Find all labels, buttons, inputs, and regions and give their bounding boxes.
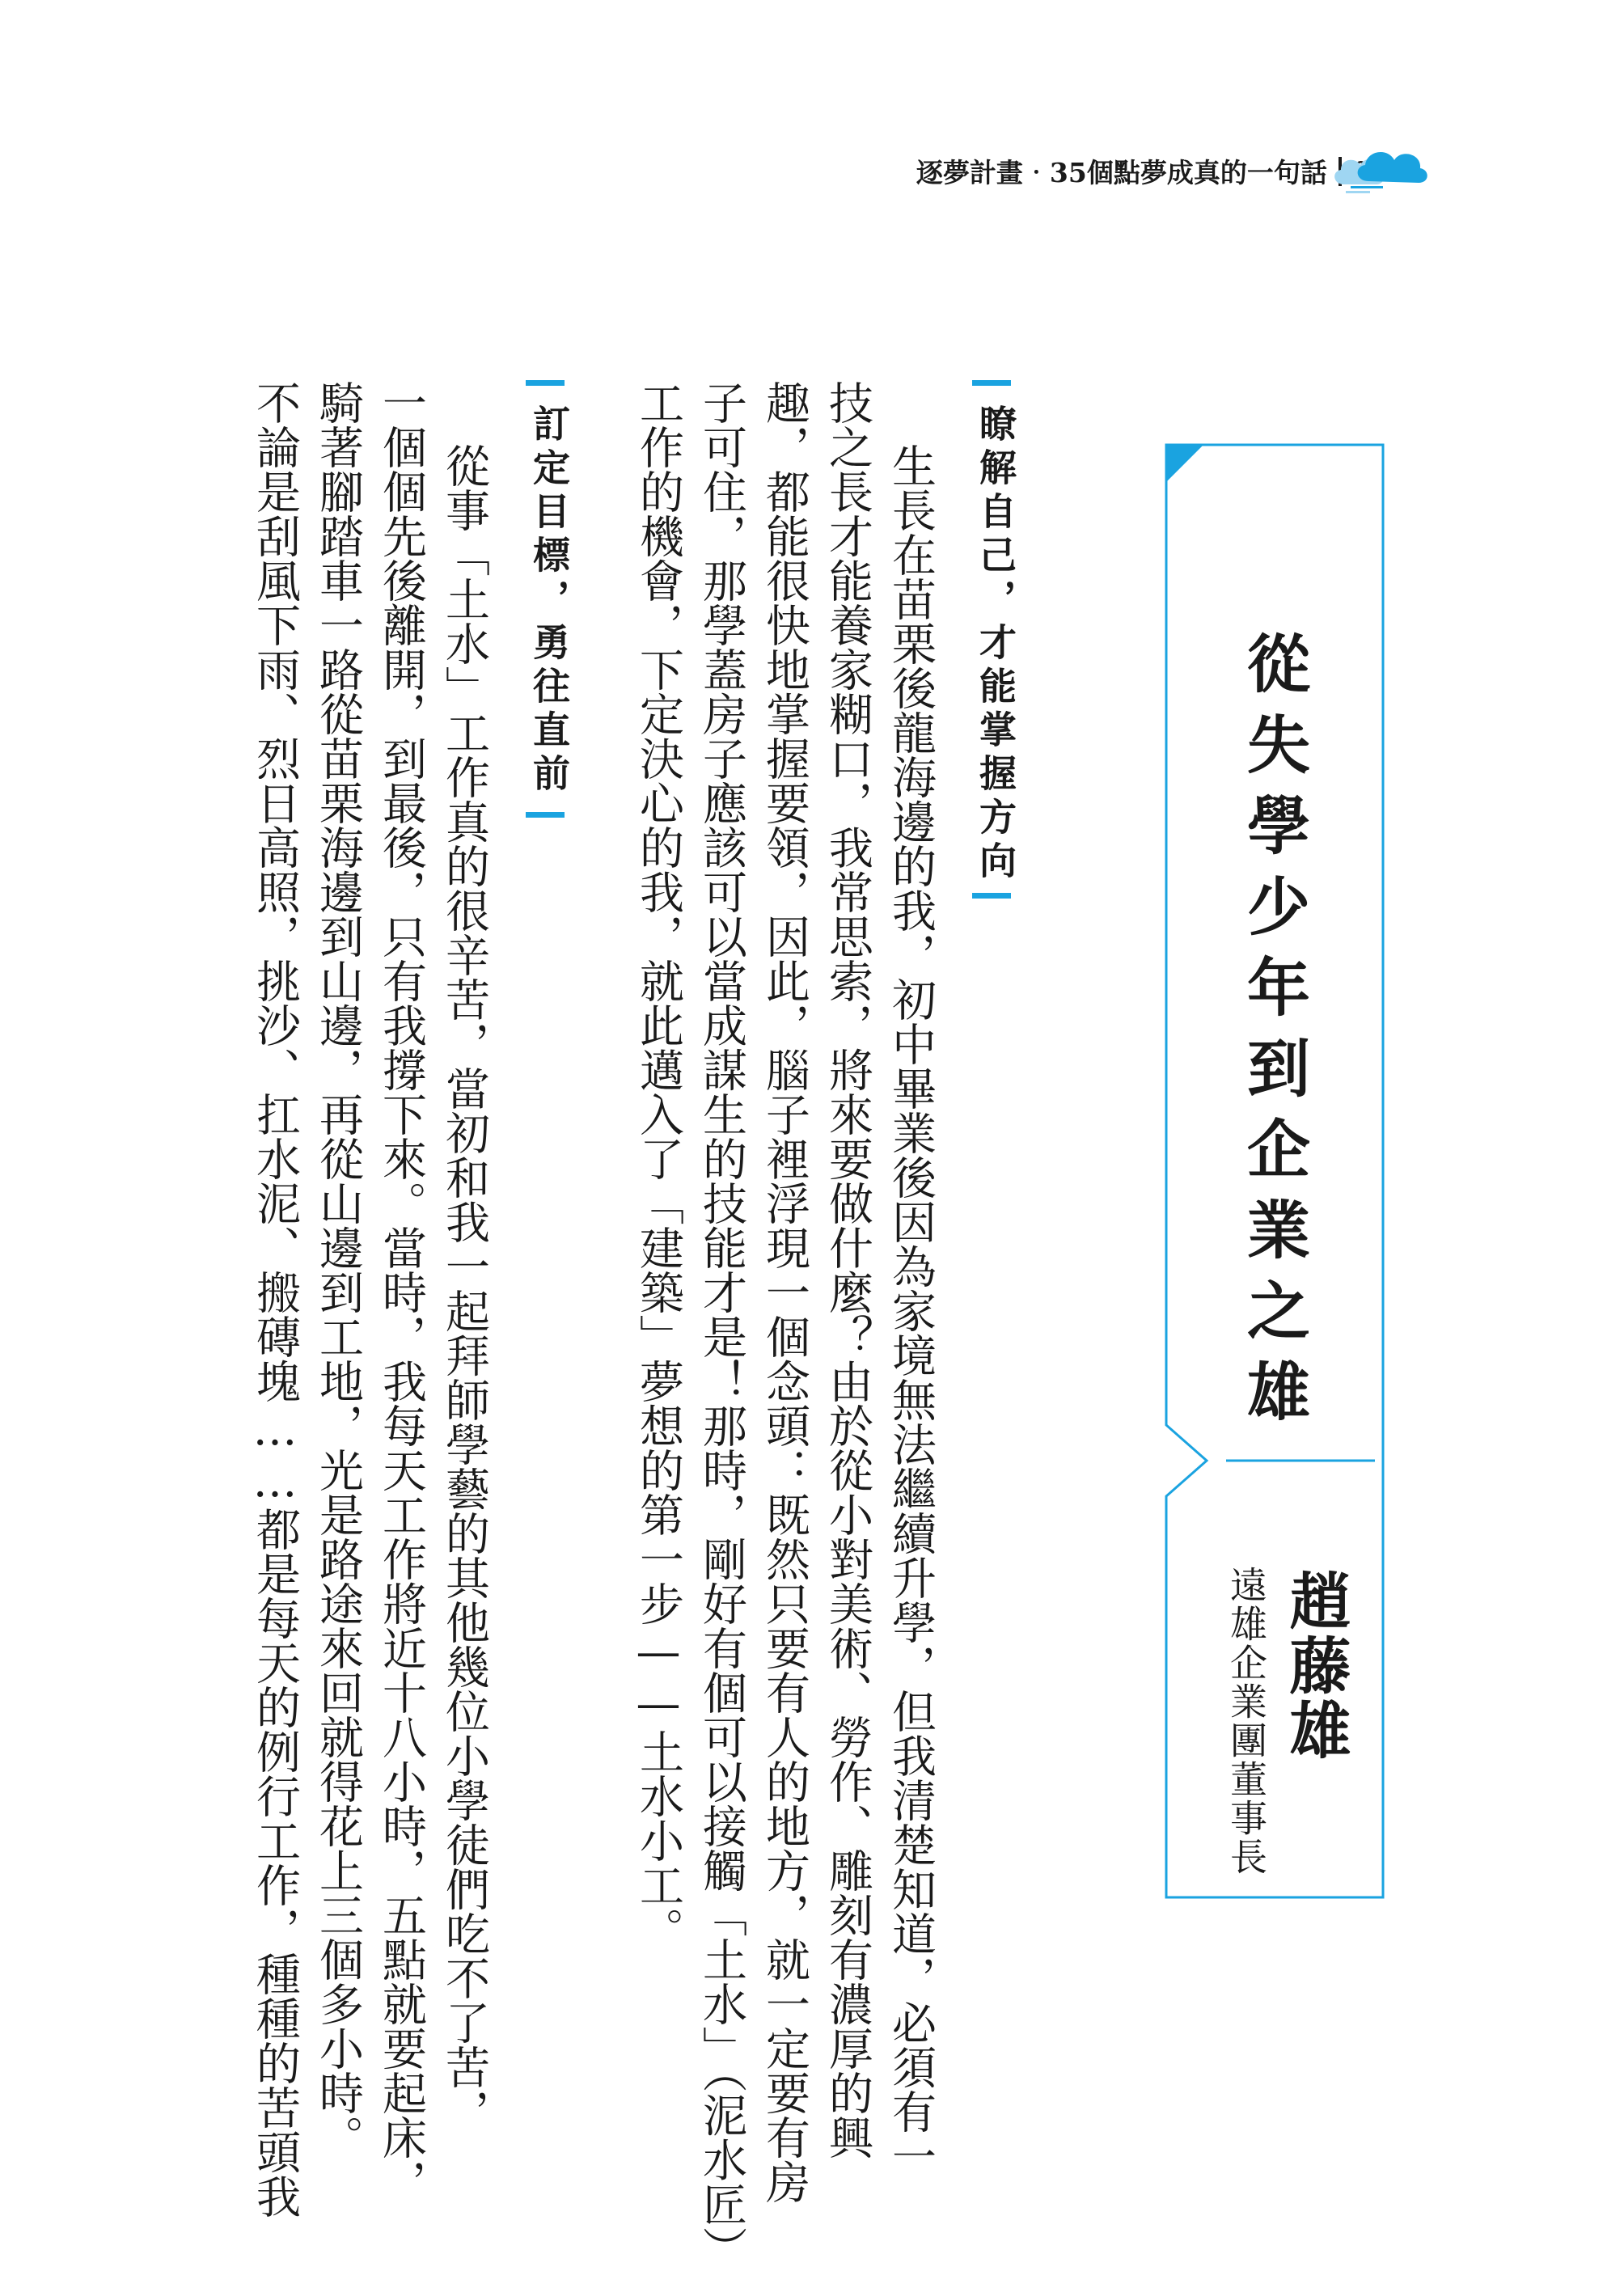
book-title: 逐夢計畫‧35個點夢成真的一句話 xyxy=(916,157,1327,188)
cloud-icon xyxy=(1326,134,1432,199)
heading-bar-bottom xyxy=(526,812,565,818)
body-column: 騎著腳踏車一路從苗栗海邊到山邊，再從山邊到工地，光是路途來回就得花上三個多小時。 xyxy=(312,380,364,2159)
author-position: 遠雄企業團董事長 xyxy=(1224,1566,1268,1876)
body-column: 趣，都能很快地掌握要領，因此，腦子裡浮現一個念頭：既然只要有人的地方，就一定要有房 xyxy=(759,380,810,2204)
section-heading-2: 訂定目標，勇往直前 xyxy=(527,404,571,797)
heading-bar-bottom xyxy=(972,893,1011,899)
author-name: 趙藤雄 xyxy=(1279,1569,1351,1763)
body-column: 子可住，那學蓋房子應該可以當成謀生的技能才是！那時，剛好有個可以接觸「土水」（泥水匠） xyxy=(696,380,747,2271)
body-column: 技之長才能養家糊口，我常思索，將來要做什麼？由於從小對美術、勞作、雕刻有濃厚的興 xyxy=(822,380,873,2159)
heading-bar-top xyxy=(526,380,565,386)
article-title: 從失學少年到企業之雄 xyxy=(1237,631,1310,1440)
heading-bar-top xyxy=(972,380,1011,386)
body-column: 不論是刮風下雨、烈日高照，挑沙、扛水泥、搬磚塊……都是每天的例行工作，種種的苦頭我 xyxy=(249,380,301,2218)
body-column: 一個個先後離開，到最後，只有我撐下來。當時，我每天工作將近十八小時，五點就要起床， xyxy=(375,380,427,2204)
body-column: 生長在苗栗後龍海邊的我，初中畢業後因為家境無法繼續升學，但我清楚知道，必須有一 xyxy=(885,443,937,2178)
section-heading-1: 瞭解自己，才能掌握方向 xyxy=(974,404,1017,885)
body-column: 從事「土水」工作真的很辛苦，當初和我一起拜師學藝的其他幾位小學徒們吃不了苦， xyxy=(438,443,490,2134)
body-column: 工作的機會，下定決心的我，就此邁入了「建築」夢想的第一步——土水小工。 xyxy=(632,380,684,1952)
